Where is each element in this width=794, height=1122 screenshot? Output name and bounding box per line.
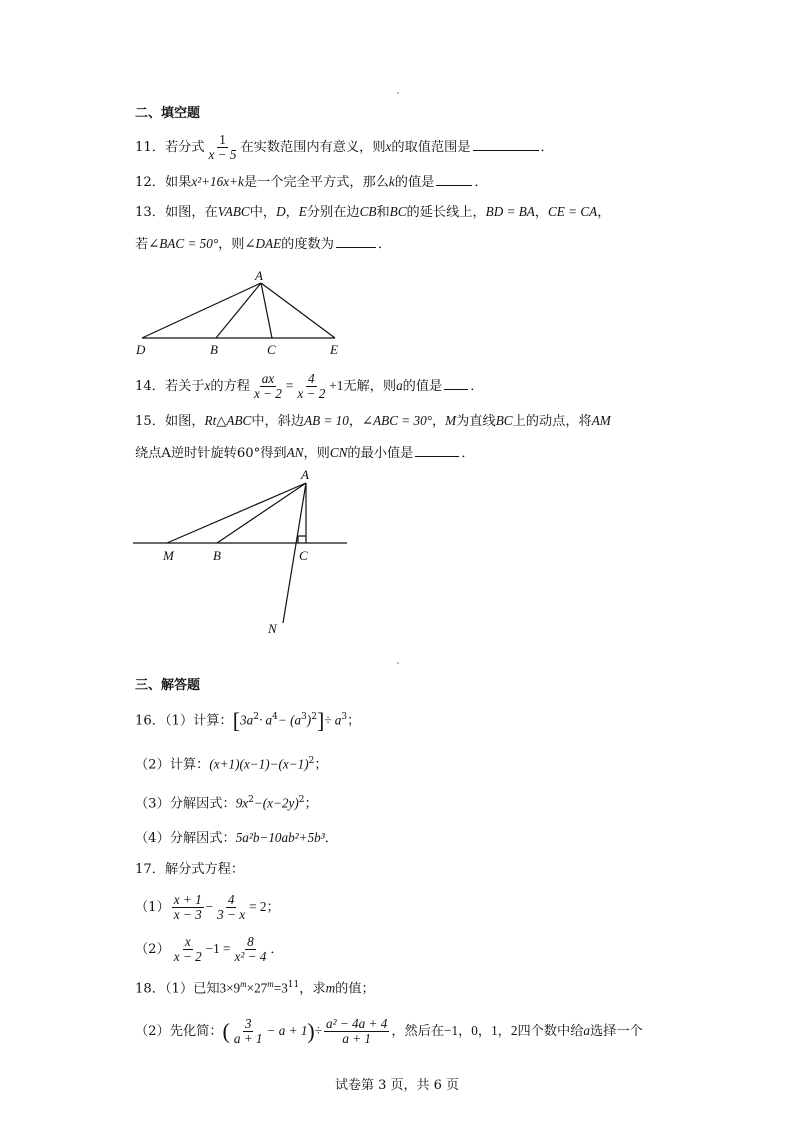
q18-p2-f-num: 3 [244,1016,252,1031]
question-14 [135,372,483,401]
q17-p2-f2-den: x² − 4 [234,949,267,964]
q16-p2-expr: (x+1)(x−1)−(x−1) [209,756,309,772]
fig15-label-B: B [213,548,221,563]
q16-p1-div: ÷ a [324,712,342,728]
figure-15-rotation [130,466,360,638]
fig15-label-N: N [268,621,277,636]
q16-p1-term-c: − (a [277,712,302,728]
q15-rt: Rt△ABC [204,413,252,428]
q13-text-b: 中， [249,205,277,220]
q13-e: E [298,204,307,219]
question-16-part2: （2）计算：$(x+1)(x-1)-(x-1)^2$； [135,756,328,773]
q11-fraction [207,133,239,162]
question-15-line2 [135,443,475,463]
q13-answer-blank[interactable] [336,234,376,248]
q14-plus: +1 [329,378,344,393]
q17-p2-frac2 [232,935,268,964]
q17-p1-frac1 [172,893,204,922]
q17-p1-end: ； [266,900,280,915]
q13-eq2: CE = CA [548,204,598,219]
q11-text: 在实数范围内有意义，则 [240,140,386,155]
q18-p2-mid: − a + 1 [266,1023,308,1038]
q17-p1-minus: − [205,899,214,914]
q14-f2-den: x − 2 [297,386,326,401]
fig13-line-AB [216,283,261,338]
q13-angle1: ∠BAC = 50° [148,236,219,251]
question-17-title: 17．解分式方程： [135,862,245,877]
q13-end: ． [377,237,392,252]
q15-am: AM [591,413,611,428]
q16-p2-label: （2）计算： [135,757,210,773]
q18-p1-exp3: 11 [287,980,300,990]
page-footer: 试卷第 3 页，共 6 页 [334,1078,460,1093]
question-16-part3: （3）分解因式：$9x^2-(x-2y)^2$； [135,795,318,812]
question-16-part4 [135,829,338,848]
q16-p2-end: ； [314,757,328,773]
q17-p2-end: ． [270,942,284,957]
q18-p2-div: ÷ [314,1023,322,1038]
q18-p2-a-var: a [583,1023,590,1038]
question-18-part1 [135,975,375,998]
q18-p2-g-den: a + 1 [342,1031,371,1046]
fig15-label-M: M [163,548,174,563]
q18-p2-frac2 [324,1017,389,1046]
q14-eq: = [285,378,294,393]
q17-p2-f1-num: x [184,934,191,949]
fig15-label-C: C [299,548,308,563]
q18-p1-times: ×27 [246,980,268,996]
fig13-line-AD [142,283,261,338]
section-solve-title: 三、解答题 [135,678,201,693]
q17-p1-f1-num: x + 1 [173,892,202,907]
q16-p3-expr-b: −(x−2y) [253,795,299,811]
q14-f1-num: ax [261,371,275,386]
q18-p2-f-den: a + 1 [233,1031,263,1046]
q17-p2-frac1 [172,935,204,964]
q12-text-b: 是一个完全平方式，那么 [243,175,389,190]
fig13-label-E: E [330,342,338,357]
fig15-line-AB [217,483,306,543]
question-15-line1 [135,412,611,431]
fig13-label-D: D [136,342,146,357]
q18-p1-exp1: m [240,979,247,989]
question-18-part2 [135,1017,643,1046]
q16-p1-term-d: ) [306,712,312,728]
q15-c1: ， [348,414,363,429]
q17-p1-frac2 [215,893,247,922]
q17-p1-f2-den: 3 − x [217,907,246,922]
question-17-part1 [135,893,280,922]
question-17-part2 [135,935,284,964]
q15-text-c: 为直线 [456,414,496,429]
q18-p1-exp2: m [267,979,274,989]
fig15-right-angle-mark [298,536,306,543]
q11-num: 11．若分式 [135,140,205,155]
q16-p1-term-a: 3a [240,712,254,728]
q14-frac2 [295,372,327,401]
q17-p1-f1-den: x − 3 [173,907,202,922]
q18-p2-text-c: 四个数中给 [517,1024,584,1039]
q13-line2-c: 的度数为 [281,237,334,252]
q15-line2-c: 的最小值是 [347,446,414,461]
q17-p1-label: （1） [135,900,170,915]
q17-p2-label: （2） [135,942,170,957]
q18-p1-eq: =3 [273,980,288,996]
q13-angle2: ∠DAE [244,236,282,251]
question-12 [135,172,488,192]
scan-dot-mid [397,662,399,664]
q14-text-a: 14．若关于 [135,379,205,394]
q18-p1-text-b: ，求 [299,981,326,997]
q18-p2-values: −1，0，1，2 [444,1023,518,1038]
scan-dot-top [397,92,399,94]
q15-text-d: 上的动点，将 [512,414,592,429]
q13-d: D [276,204,286,219]
question-13-line1 [135,203,610,222]
q11-frac-num: 1 [219,132,226,147]
fig13-line-AC [261,283,272,338]
fig13-label-A: A [255,268,263,283]
q14-frac1 [252,372,284,401]
q16-p3-label: （3）分解因式： [135,796,236,812]
q15-text-b: 中，斜边 [251,414,305,429]
q15-answer-blank[interactable] [415,443,459,457]
q17-p2-mid: −1 = [205,941,231,956]
q15-bc: BC [495,413,513,428]
q12-expr: x²+16x+k [191,174,244,189]
q11-answer-blank[interactable] [473,137,539,151]
q17-p2-f1-den: x − 2 [173,949,202,964]
q12-answer-blank[interactable] [436,172,472,186]
q11-var: x [385,139,392,154]
q18-p1-label: 18．（1）已知 [135,981,220,997]
q16-p3-expr-a: 9x [235,795,249,811]
q11-end: ． [540,140,554,155]
q13-line2-b: ，则 [218,237,245,252]
q15-line2-a: 绕点A逆时针旋转60°得到 [135,446,287,461]
q18-p2-rparen: ) [307,1018,315,1044]
q14-f2-num: 4 [308,371,315,386]
question-16-part1: 16．（1）计算：$[3a^2\cdot a^4- (a^3)^2]\div a^3$； [135,707,361,733]
q13-comma: ， [534,205,549,220]
q18-p2-text-d: 选择一个 [589,1024,643,1039]
q15-angle: ∠ABC = 30° [362,413,432,428]
q15-m: M [445,413,457,428]
q14-text-d: 的值是 [402,379,443,394]
q12-text-a: 12．如果 [135,175,192,190]
q13-sep: ， [285,205,299,220]
q18-p2-text-b: ，然后在 [391,1024,445,1039]
q16-p4-label: （4）分解因式： [135,831,236,846]
q15-ab: AB = 10 [304,413,349,428]
q16-p3-end: ； [304,796,318,812]
q16-p1-term-b: · a [258,712,273,728]
q13-bc: BC [389,204,407,219]
q13-and: 和 [376,205,390,220]
q13-eq1: BD = BA [485,204,535,219]
q13-text-c: 分别在边 [306,205,360,220]
q13-text-d: 的延长线上， [406,205,486,220]
fig13-line-AE [261,283,335,338]
q14-end: ． [470,379,484,394]
q11-frac-den: x − 5 [208,147,237,162]
q15-text-a: 15．如图， [135,414,205,429]
q14-var2: a [396,378,403,393]
q16-p1-label: 16．（1）计算： [135,713,233,729]
q18-p1-text-c: 的值； [335,981,375,997]
q18-p1-expr: 3×9 [219,980,241,996]
fig15-label-A: A [301,467,309,482]
q14-answer-blank[interactable] [444,376,468,390]
q16-p1-lbracket: [ [232,707,241,733]
q14-var: x [204,378,211,393]
section-fill-in-title: 二、填空题 [135,106,201,121]
q17-p2-f2-num: 8 [247,934,254,949]
q15-end: ． [461,446,475,461]
q17-p1-rhs: = 2 [249,899,267,914]
q18-p2-lparen: ( [222,1018,230,1044]
q12-text-c: 的值是 [394,175,435,190]
q18-p1-m: m [325,980,336,996]
q15-cn: CN [329,445,348,460]
q16-p1-end: ； [347,713,361,729]
q13-comma2: ， [597,205,611,220]
q18-p2-frac1 [232,1017,265,1046]
fig13-label-B: B [210,342,218,357]
q17-p1-f2-num: 4 [227,892,235,907]
question-13-line2 [135,234,391,254]
q14-text-b: 的方程 [210,379,250,394]
figure-13-triangle [130,268,360,360]
fig13-label-C: C [267,342,276,357]
q16-p1-rbracket: ] [316,707,325,733]
q13-line2-a: 若 [135,237,149,252]
q18-p2-g-num: a² − 4a + 4 [326,1016,388,1031]
q14-f1-den: x − 2 [253,386,282,401]
q15-c2: ， [431,414,446,429]
question-11 [135,133,554,162]
q16-p4-end: ． [324,831,338,846]
q18-p2-label: （2）先化简： [135,1024,223,1039]
q11-tail: 的取值范围是 [391,140,471,155]
fig15-line-AM [167,483,306,543]
q13-cb: CB [359,204,377,219]
q15-an: AN [286,445,304,460]
q16-p4-expr: 5a²b−10ab²+5b³ [235,830,325,845]
q12-var: k [388,174,395,189]
q15-line2-b: ，则 [303,446,330,461]
q14-text-c: 无解，则 [343,379,397,394]
q13-triangle: VABC [217,204,250,219]
q12-end: ． [474,175,488,190]
q13-text-a: 13．如图，在 [135,205,218,220]
